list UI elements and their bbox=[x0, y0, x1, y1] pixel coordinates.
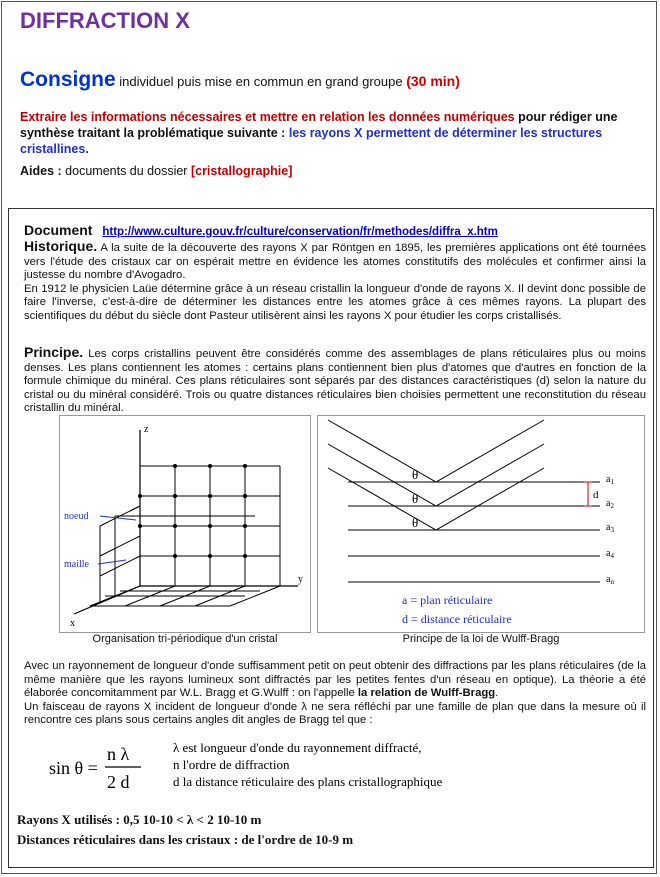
document-label: Document bbox=[24, 222, 93, 238]
page-title: DIFFRACTION X bbox=[20, 8, 190, 33]
formula-numerator: n λ bbox=[107, 744, 130, 764]
aides-text: documents du dossier bbox=[65, 164, 188, 178]
principe-paragraph bbox=[24, 346, 646, 416]
plane-label-n: $a_n$ bbox=[606, 574, 614, 586]
historique-head: Historique. bbox=[24, 238, 98, 254]
aides-tag: [cristallographie] bbox=[190, 164, 293, 178]
task-part3: les rayons X permettent de déterminer les structures cristallines. bbox=[20, 126, 603, 156]
historique-paragraph bbox=[24, 240, 646, 324]
theta-label-1: θ bbox=[412, 467, 419, 482]
task-part2: pour rédiger une synthèse traitant la problématique suivante : bbox=[20, 110, 618, 140]
bragg-text-2: Un faisceau de rayons X incident de longueur d'onde λ ne sera réfléchi par une famille de plan que dans la mesure où il rencontre ces plans sous certains angles dit angles de Bragg tel que : bbox=[24, 700, 646, 727]
axis-x-label: x bbox=[70, 618, 75, 629]
fig1-caption: Organisation tri-périodique d'un cristal bbox=[92, 633, 278, 645]
theta-label-2: θ bbox=[412, 491, 419, 506]
formula-lhs: sin θ = bbox=[49, 758, 98, 778]
d-marker bbox=[584, 482, 592, 506]
fig2-caption: Principe de la loi de Wulff-Bragg bbox=[402, 633, 560, 645]
consigne-text: individuel puis mise en commun en grand groupe bbox=[119, 74, 403, 89]
d-label: d bbox=[593, 489, 599, 501]
principe-head: Principe. bbox=[24, 344, 84, 360]
lattice-nodes bbox=[138, 464, 247, 558]
document-header bbox=[24, 222, 498, 238]
plane-label-2: $a_2$ bbox=[606, 498, 614, 510]
plane-label-1: $a_1$ bbox=[606, 474, 614, 486]
reticular-planes bbox=[348, 482, 600, 582]
distances-reticulaires: Distances réticulaires dans les cristaux : de l'ordre de 10-9 m bbox=[17, 832, 354, 847]
maille-pointer bbox=[98, 560, 126, 564]
rayons-x-used bbox=[17, 812, 261, 828]
theta-label-3: θ bbox=[412, 515, 419, 530]
bragg-figure bbox=[317, 415, 645, 633]
legend-d: d = distance réticulaire bbox=[402, 612, 512, 626]
legend-a: a = plan réticulaire bbox=[402, 593, 493, 607]
historique-text-1: A la suite de la découverte des rayons X par Röntgen en 1895, les premières applications ont été tournées vers l'étude des cristaux car on espérait mettre en évidence les atomes constitutifs des molécules et confirmer ainsi la justesse du nombre d'Avogadro. bbox=[24, 242, 647, 282]
formula-denominator: 2 d bbox=[107, 772, 130, 792]
formula-def-d: d la distance réticulaire des plans cristallographique bbox=[173, 774, 443, 789]
bragg-formula bbox=[49, 736, 629, 796]
plane-label-3: $a_3$ bbox=[606, 522, 614, 534]
plane-label-4: $a_4$ bbox=[606, 548, 614, 560]
document-url-link[interactable]: http://www.culture.gouv.fr/culture/conservation/fr/methodes/diffra_x.htm bbox=[102, 226, 498, 238]
formula-def-lambda: λ est longueur d'onde du rayonnement diffracté, bbox=[173, 740, 422, 755]
formula-def-n: n l'ordre de diffraction bbox=[173, 757, 290, 772]
bragg-relation-name: la relation de Wulff-Bragg bbox=[357, 687, 496, 700]
lattice-figure bbox=[59, 415, 311, 633]
maille-label: maille bbox=[64, 559, 89, 570]
axis-z-label: z bbox=[144, 424, 149, 435]
xray-beams bbox=[328, 420, 544, 530]
consigne-duration: (30 min) bbox=[406, 73, 460, 89]
bragg-text-1: Avec un rayonnement de longueur d'onde suffisamment petit on peut obtenir des diffractions par les plans réticulaires (de la même manière que les rayons lumineux sont diffractés par les petites fentes d'un réseau en optique). La théorie a été élaborée concomitamment par W.L. Bragg et G.Wulff : on l'appelle bbox=[24, 660, 646, 700]
rayons-label: Rayons X utilisés : bbox=[17, 812, 120, 827]
historique-text-2: En 1912 le physicien Laüe détermine grâce à un réseau cristallin la longueur d'onde de rayons X. Il devint donc possible de faire l'inverse, c'est-à-dire de déterminer les distances entre les atomes grâce à ces mêmes rayons. La plupart des scientifiques du début du siècle dont Pasteur utilisèrent ainsi les rayons X pour étudier les corps cristallisés. bbox=[24, 282, 646, 322]
consigne bbox=[20, 68, 460, 92]
aides bbox=[20, 164, 292, 178]
bragg-paragraph: Avec un rayonnement de longueur d'onde suffisamment petit on peut obtenir des diffractions par les plans réticulaires (de la même manière que les rayons lumineux sont diffractés par les petites fentes d'un réseau en optique). La théorie a été élaborée concomitamment par W.L. Bragg et G.Wulff : on l'appelle la relation de Wulff-Bragg. Un faisceau de rayons X incident de longueur d'onde λ ne sera réfléchi par une famille de plan que dans la mesure où il rencontre ces plans sous certains angles dit angles de Bragg tel que : bbox=[24, 660, 646, 727]
aides-label: Aides : bbox=[20, 164, 62, 178]
axis-y-label: y bbox=[298, 574, 303, 585]
rayons-range: 0,5 10-10 < λ < 2 10-10 m bbox=[123, 812, 262, 827]
consigne-label: Consigne bbox=[20, 68, 116, 91]
lattice-grid bbox=[90, 466, 280, 606]
noeud-label: noeud bbox=[64, 511, 89, 522]
task-statement bbox=[20, 109, 646, 157]
principe-text: Les corps cristallins peuvent être considérés comme des assemblages de plans réticulaires plus ou moins denses. Les plans contiennent les atomes : certains plans contiennent bien plus d'atomes que d'autres en fonction de la formule chimique du minéral. Ces plans réticulaires sont séparés par des distances caractéristiques (d) selon la nature du cristal ou du minéral considéré. Trois ou quatre distances réticulaires bien choisies permettent une reconstitution du réseau cristallin du minéral. bbox=[24, 348, 646, 415]
document-box bbox=[8, 208, 654, 868]
task-part1: Extraire les informations nécessaires et mettre en relation les données numériques bbox=[20, 110, 515, 124]
